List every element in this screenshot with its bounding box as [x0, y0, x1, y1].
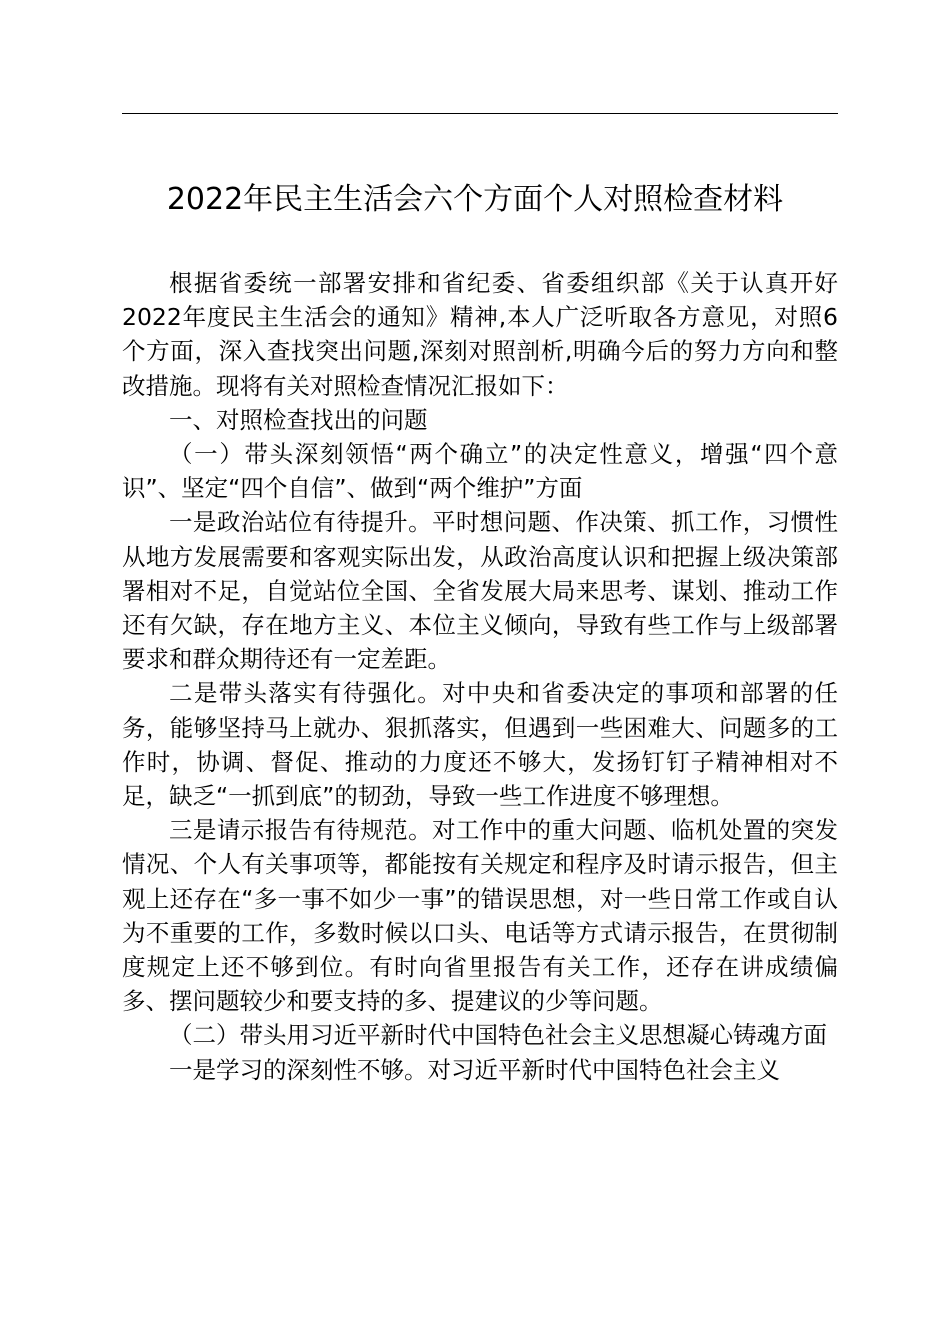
- paragraph-point-2: 二是带头落实有待强化。对中央和省委决定的事项和部署的任务，能够坚持马上就办、狠抓落实，但遇到一些困难大、问题多的工作时，协调、督促、推动的力度还不够大，发扬钉钉子精神相对不足，缺乏“一抓到底”的韧劲，导致一些工作进度不够理想。: [122, 679, 838, 811]
- subsection-heading-2: （二）带头用习近平新时代中国特色社会主义思想凝心铸魂方面: [169, 1021, 827, 1050]
- subsection-heading-1: （一）带头深刻领悟“两个确立”的决定性意义，增强“四个意识”、坚定“四个自信”、做到“两个维护”方面: [122, 440, 838, 503]
- paragraph-point-1: 一是政治站位有待提升。平时想问题、作决策、抓工作，习惯性从地方发展需要和客观实际出发，从政治高度认识和把握上级决策部署相对不足，自觉站位全国、全省发展大局来思考、谋划、推动工作还有欠缺，存在地方主义、本位主义倾向，导致有些工作与上级部署要求和群众期待还有一定差距。: [122, 508, 838, 674]
- paragraph-point-3: 三是请示报告有待规范。对工作中的重大问题、临机处置的突发情况、个人有关事项等，都能按有关规定和程序及时请示报告，但主观上还存在“多一事不如少一事”的错误思想，对一些日常工作或自认为不重要的工作，多数时候以口头、电话等方式请示报告，在贯彻制度规定上还不够到位。有时向省里报告有关工作，还存在讲成绩偏多、摆问题较少和要支持的多、提建议的少等问题。: [122, 816, 838, 1016]
- document-body: [122, 266, 838, 1087]
- paragraph-point-4: 一是学习的深刻性不够。对习近平新时代中国特色社会主义: [169, 1055, 780, 1084]
- section-heading-1: 一、对照检查找出的问题: [169, 405, 428, 434]
- header-rule: [122, 113, 838, 114]
- paragraph-intro: 根据省委统一部署安排和省纪委、省委组织部《关于认真开好2022年度民主生活会的通知》精神,本人广泛听取各方意见，对照6个方面，深入查找突出问题,深刻对照剖析,明确今后的努力方向和整改措施。现将有关对照检查情况汇报如下：: [122, 269, 838, 400]
- document-title: 2022年民主生活会六个方面个人对照检查材料: [166, 182, 784, 217]
